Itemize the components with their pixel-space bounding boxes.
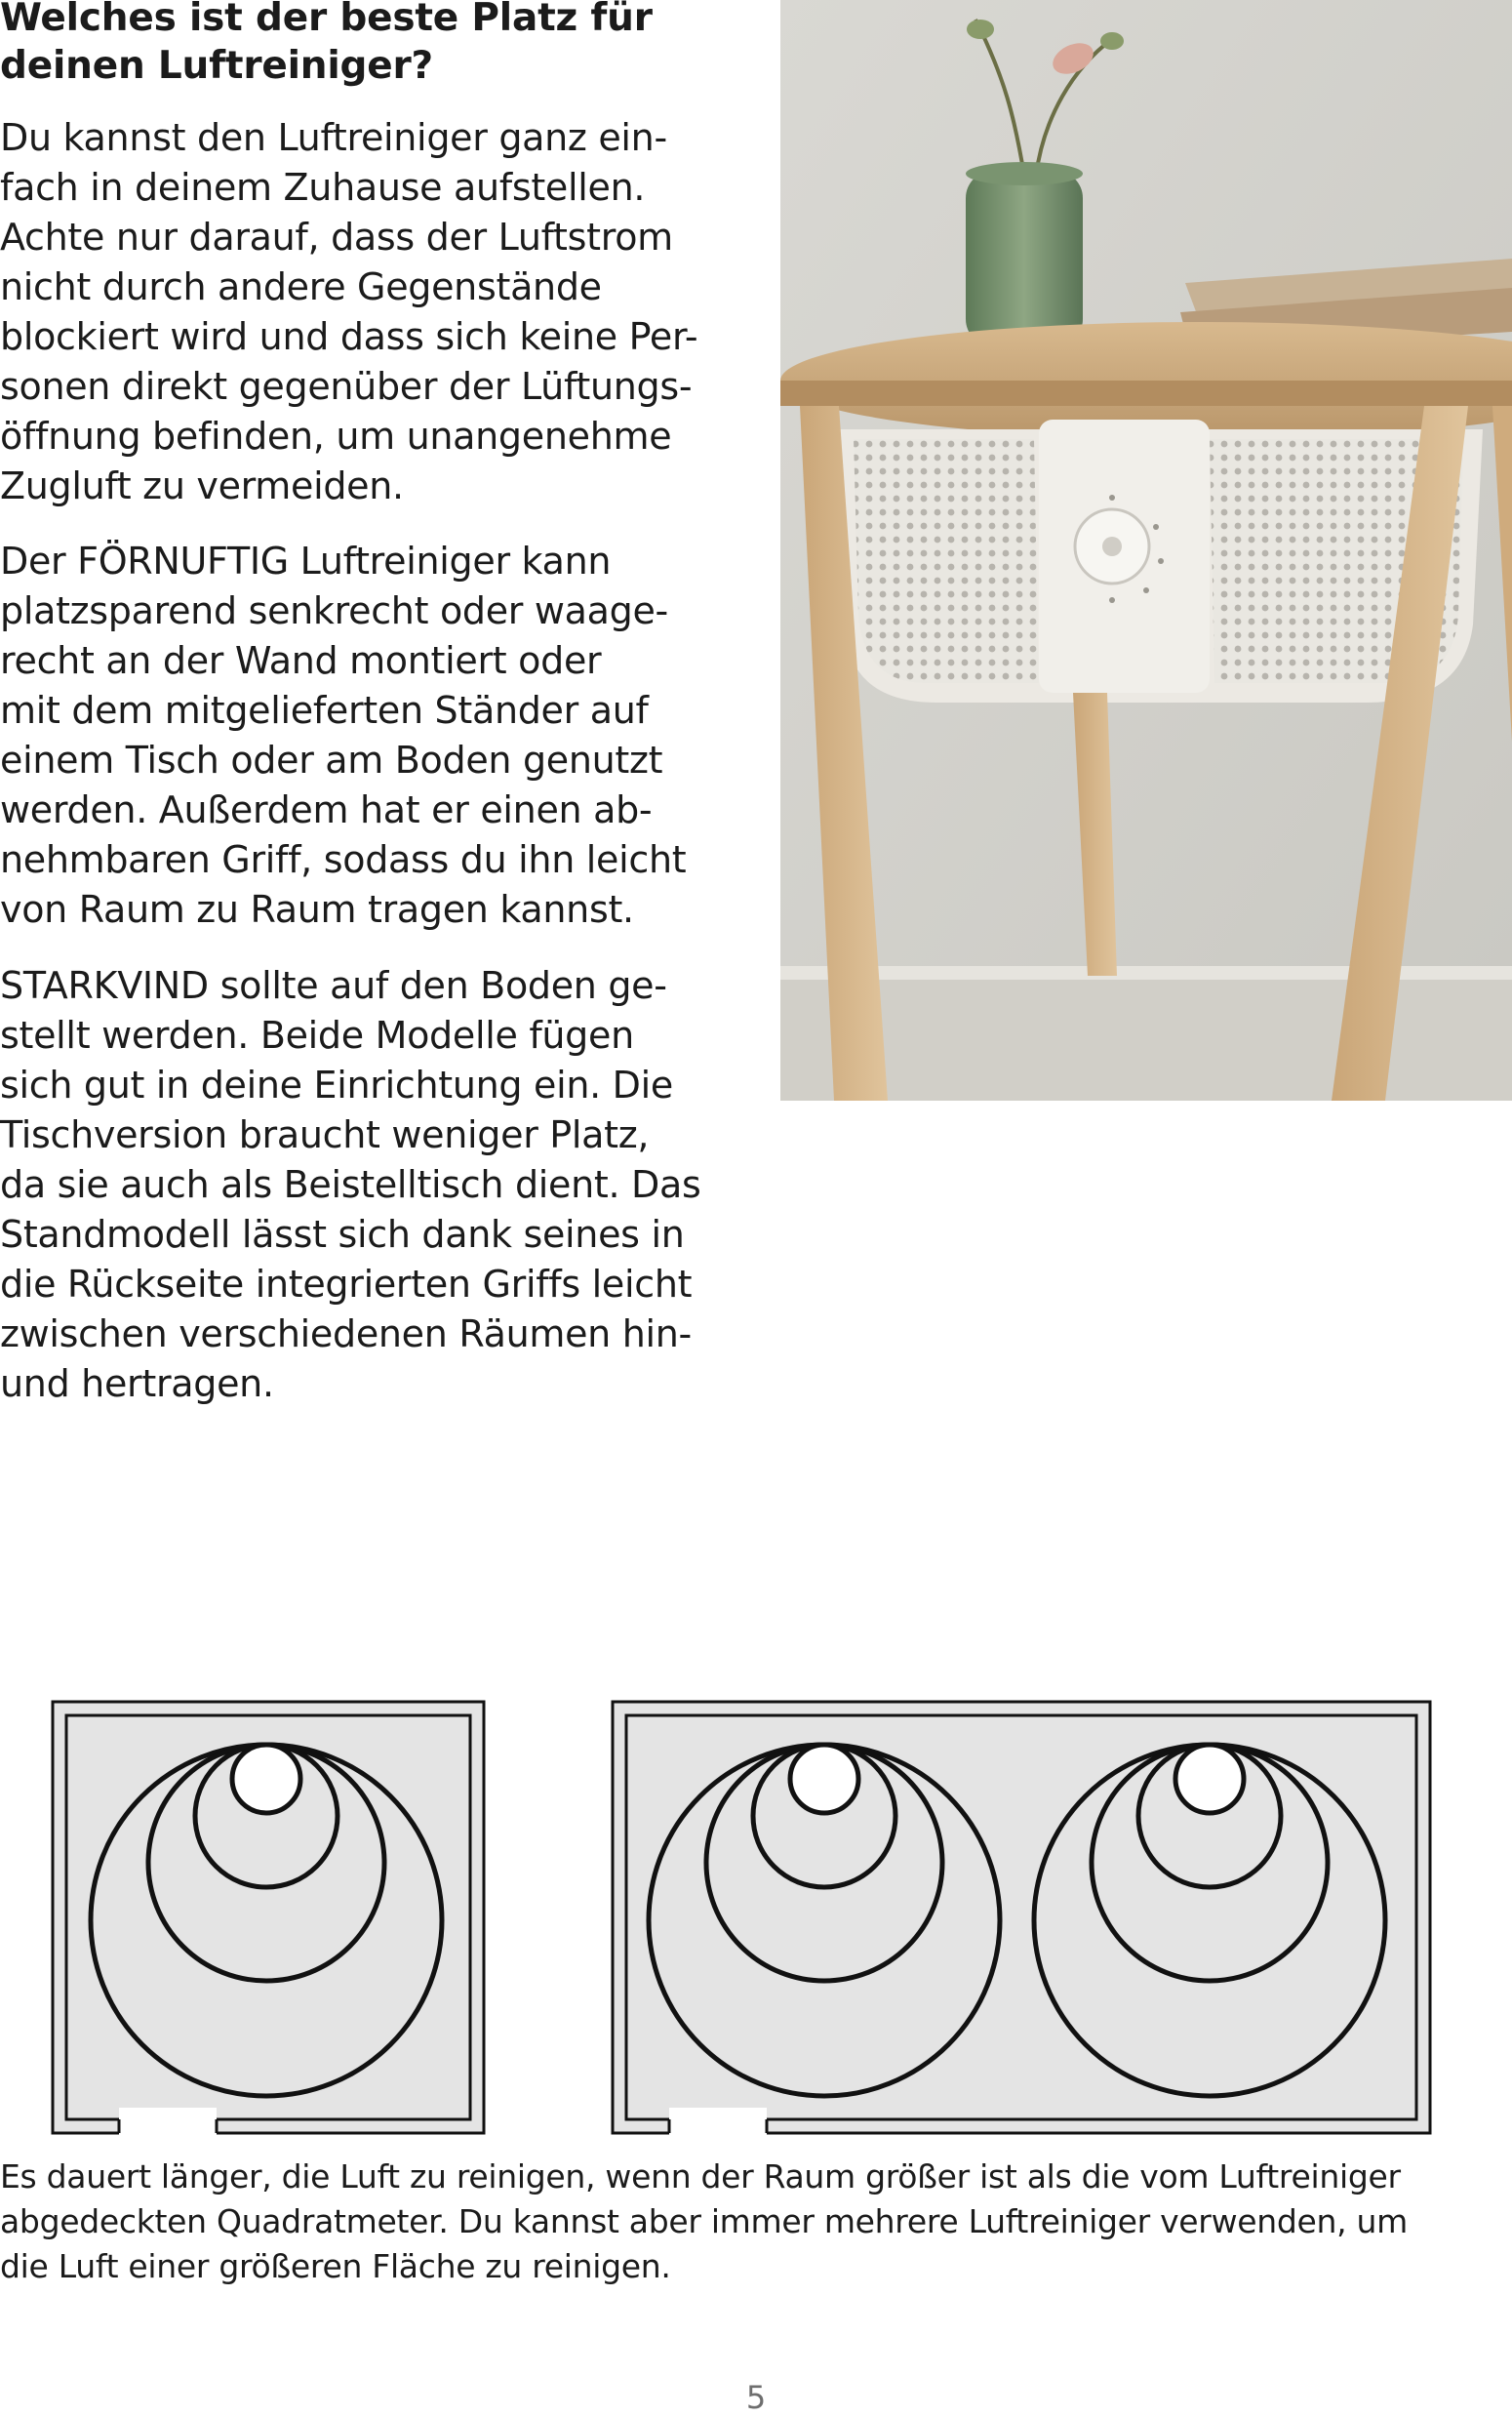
- page-number: 5: [745, 2379, 767, 2416]
- room-single-purifier: [53, 1702, 484, 2137]
- paragraph-placement: Du kannst den Luftreiniger ganz ein- fach in deinem Zuhause aufstellen. Achte nur darauf, dass der Luftstrom nicht durch andere Gegenstände blockiert wird und dass sich keine Per- sonen direkt gegenüber der Lüftungs- öffnung befinden, um unangenehme Zugluft zu vermeiden.: [0, 116, 698, 507]
- diagram-caption: Es dauert länger, die Luft zu reinigen, wenn der Raum größer ist als die vom Luftreiniger abgedeckten Quadratmeter. Du kannst aber immer mehrere Luftreiniger verwenden, um die Luft einer größeren Fläche zu reinigen.: [0, 2157, 1408, 2285]
- air-purifier-side-table-photo: [780, 0, 1512, 1101]
- text-column: [0, 0, 741, 1405]
- paragraph-foernuftig: Der FÖRNUFTIG Luftreiniger kann platzsparend senkrecht oder waage- recht an der Wand montiert oder mit dem mitgelieferten Ständer auf einem Tisch oder am Boden genutzt werden. Außerdem hat er einen ab- nehmbaren Griff, sodass du ihn leicht von Raum zu Raum tragen kannst.: [0, 540, 687, 931]
- page-heading: Welches ist der beste Platz für deinen Luftreiniger?: [0, 0, 653, 88]
- room-two-purifiers: [613, 1702, 1430, 2137]
- paragraph-starkvind: STARKVIND sollte auf den Boden ge- stellt werden. Beide Modelle fügen sich gut in deine Einrichtung ein. Die Tischversion braucht weniger Platz, da sie auch als Beistelltisch dient. Das Standmodell lässt sich dank seines in die Rückseite integrierten Griffs leicht zwischen verschiedenen Räumen hin- und hertragen.: [0, 964, 701, 1405]
- room-coverage-diagram: [49, 1698, 1434, 2137]
